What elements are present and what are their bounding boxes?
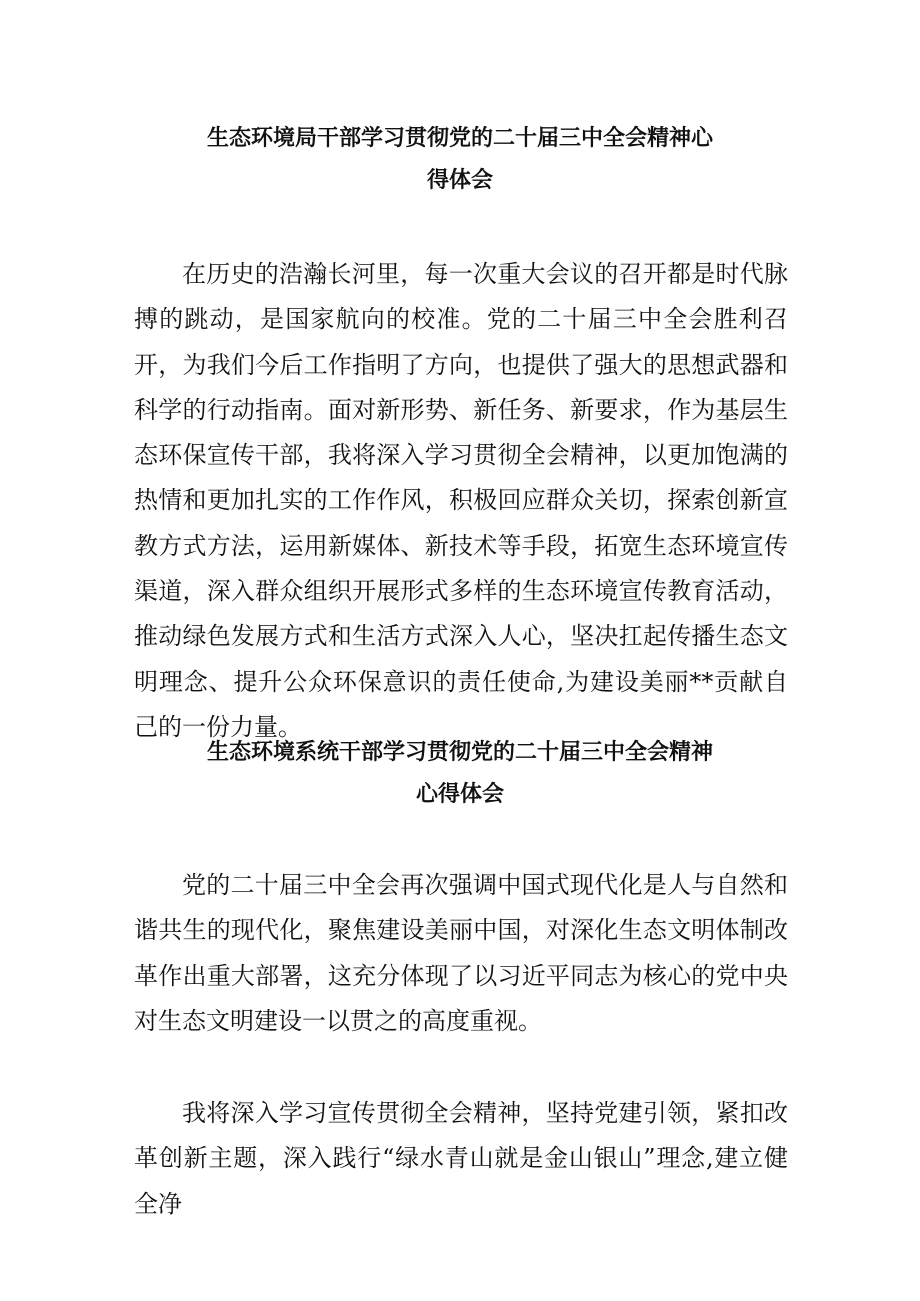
section-2-paragraph-1: 党的二十届三中全会再次强调中国式现代化是人与自然和谐共生的现代化，聚焦建设美丽中国，对深化生态文明体制改革作出重大部署，这充分体现了以习近平同志为核心的党中央对生态文明建设一以贯之的高度重视。 bbox=[134, 871, 788, 1035]
section-2-title bbox=[0, 732, 920, 816]
section-1-title-line-2: 得体会 bbox=[426, 168, 493, 193]
section-2-title-line-1: 生态环境系统干部学习贯彻党的二十届三中全会精神 bbox=[206, 740, 713, 765]
section-2-paragraph-2: 我将深入学习宣传贯彻全会精神，坚持党建引领，紧扣改革创新主题，深入践行“绿水青山就是金山银山”理念,建立健全净 bbox=[134, 1099, 788, 1218]
section-2-title-line-2: 心得体会 bbox=[415, 782, 504, 807]
section-1-paragraph-1: 在历史的浩瀚长河里，每一次重大会议的召开都是时代脉搏的跳动，是国家航向的校准。党的二十届三中全会胜利召开，为我们今后工作指明了方向，也提供了强大的思想武器和科学的行动指南。面对新形势、新任务、新要求，作为基层生态环保宣传干部，我将深入学习贯彻全会精神，以更加饱满的热情和更加扎实的工作作风，积极回应群众关切，探索创新宣教方式方法，运用新媒体、新技术等手段，拓宽生态环境宣传渠道，深入群众组织开展形式多样的生态环境宣传教育活动，推动绿色发展方式和生活方式深入人心，坚决扛起传播生态文明理念、提升公众环保意识的责任使命,为建设美丽**贡献自己的一份力量。 bbox=[134, 260, 788, 741]
section-1-title-line-1: 生态环境局干部学习贯彻党的二十届三中全会精神心 bbox=[206, 126, 713, 151]
section-1-title bbox=[0, 118, 920, 202]
